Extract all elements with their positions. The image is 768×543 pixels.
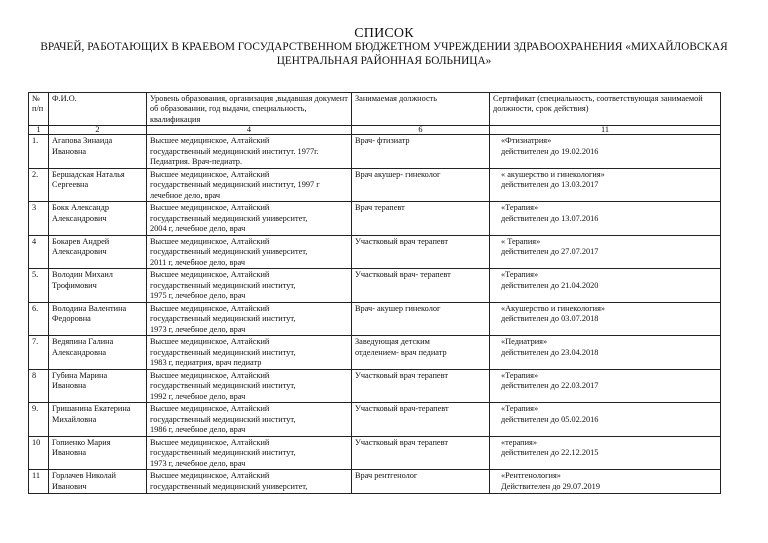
position-line: Участковый врач терапевт	[355, 236, 448, 246]
education-line: Высшее медицинское, Алтайский	[150, 404, 270, 414]
certificate-line: действителен до 05.02.2016	[501, 414, 599, 424]
education-line: 1973 г, лечебное дело, врач	[150, 458, 246, 468]
certificate-line: «Педиатрия»	[501, 337, 548, 347]
table-header-row	[29, 93, 721, 126]
education-line: 1975 г, лечебное дело, врач	[150, 291, 246, 301]
column-number-row	[29, 126, 721, 135]
education-line: 1983 г, педиатрия, врач педиатр	[150, 358, 262, 368]
cell-education	[147, 336, 352, 370]
table-row	[29, 436, 721, 470]
certificate-line: действителен до 03.07.2018	[501, 314, 599, 324]
header-position: Занимаемая должность	[352, 93, 490, 126]
name-line: Ивановна	[52, 448, 87, 458]
position-line: Участковый врач-терапевт	[355, 404, 449, 414]
education-line: государственный медицинский институт. 1977г.	[150, 146, 319, 156]
certificate-line: действителен до 22.12.2015	[501, 448, 599, 458]
cell-certificate	[490, 269, 721, 303]
position-line: Участковый врач- терапевт	[355, 270, 451, 280]
cell-name	[49, 470, 147, 494]
row-number: 4	[29, 235, 49, 269]
education-line: Высшее медицинское, Алтайский	[150, 236, 270, 246]
name-line: Александровна	[52, 347, 107, 357]
table-row	[29, 202, 721, 236]
cell-certificate	[490, 302, 721, 336]
row-number: 7.	[29, 336, 49, 370]
table-row	[29, 135, 721, 169]
certificate-line: «Терапия»	[501, 404, 539, 414]
education-line: Высшее медицинское, Алтайский	[150, 370, 270, 380]
cell-name	[49, 202, 147, 236]
cell-name	[49, 168, 147, 202]
cell-position	[352, 336, 490, 370]
certificate-line: действителен до 13.07.2016	[501, 213, 599, 223]
name-line: Бершадская Наталья	[52, 169, 125, 179]
name-line: Сергеевна	[52, 180, 89, 190]
name-line: Агапова Зинаида	[52, 136, 113, 146]
certificate-line: «Терапия»	[501, 270, 539, 280]
education-line: государственный медицинский университет,	[150, 247, 308, 257]
name-line: Гришанина Екатерина	[52, 404, 131, 414]
cell-education	[147, 202, 352, 236]
document-subtitle-line-2: ЦЕНТРАЛЬНАЯ РАЙОННАЯ БОЛЬНИЦА»	[276, 55, 492, 67]
table-row	[29, 168, 721, 202]
document-subtitle-line-1: ВРАЧЕЙ, РАБОТАЮЩИХ В КРАЕВОМ ГОСУДАРСТВЕННОМ БЮДЖЕТНОМ УЧРЕЖДЕНИИ ЗДРАВООХРАНЕНИЯ «МИХАЙЛОВСКАЯ	[40, 41, 728, 53]
name-line: Михайловна	[52, 414, 97, 424]
cell-position	[352, 470, 490, 494]
cell-certificate	[490, 369, 721, 403]
name-line: Александрович	[52, 247, 107, 257]
education-line: Высшее медицинское, Алтайский	[150, 437, 270, 447]
position-line: Врач- акушер гинеколог	[355, 303, 441, 313]
cell-position	[352, 302, 490, 336]
cell-position	[352, 235, 490, 269]
table-row	[29, 336, 721, 370]
row-number: 1.	[29, 135, 49, 169]
table-row	[29, 235, 721, 269]
doctors-table	[28, 92, 721, 494]
header-certificate: Сертификат (специальность, соответствующая занимаемой должности, срок действия)	[490, 93, 721, 126]
name-line: Федоровна	[52, 314, 91, 324]
position-line: Участковый врач терапевт	[355, 437, 448, 447]
certificate-line: действителен до 19.02.2016	[501, 146, 599, 156]
cell-position	[352, 403, 490, 437]
col-number: 1	[29, 126, 49, 135]
name-line: Александрович	[52, 213, 107, 223]
name-line: Гопиенко Мария	[52, 437, 111, 447]
name-line: Горлачев Николай	[52, 471, 116, 481]
position-line: Врач- фтизиатр	[355, 136, 410, 146]
cell-name	[49, 235, 147, 269]
cell-position	[352, 436, 490, 470]
certificate-line: действителен до 23.04.2018	[501, 347, 599, 357]
cell-position	[352, 202, 490, 236]
cell-certificate	[490, 403, 721, 437]
table-row	[29, 269, 721, 303]
name-line: Иванович	[52, 481, 87, 491]
cell-name	[49, 336, 147, 370]
row-number: 11	[29, 470, 49, 494]
certificate-line: действителен до 22.03.2017	[501, 381, 599, 391]
education-line: Высшее медицинское, Алтайский	[150, 203, 270, 213]
education-line: 1992 г, лечебное дело, врач	[150, 391, 246, 401]
cell-name	[49, 302, 147, 336]
cell-certificate	[490, 235, 721, 269]
education-line: Высшее медицинское, Алтайский	[150, 303, 270, 313]
cell-education	[147, 168, 352, 202]
header-name: Ф.И.О.	[49, 93, 147, 126]
cell-education	[147, 135, 352, 169]
row-number: 10	[29, 436, 49, 470]
cell-education	[147, 269, 352, 303]
position-line: Врач рентгенолог	[355, 471, 418, 481]
education-line: Высшее медицинское, Алтайский	[150, 337, 270, 347]
education-line: государственный медицинский институт, 1997 г	[150, 180, 320, 190]
table-row	[29, 403, 721, 437]
row-number: 5.	[29, 269, 49, 303]
cell-position	[352, 168, 490, 202]
name-line: Бокарев Андрей	[52, 236, 110, 246]
cell-name	[49, 369, 147, 403]
education-line: государственный медицинский институт,	[150, 280, 296, 290]
cell-education	[147, 436, 352, 470]
certificate-line: «Рентгенология»	[501, 471, 561, 481]
cell-certificate	[490, 202, 721, 236]
education-line: 2011 г, лечебное дело, врач	[150, 257, 246, 267]
row-number: 6.	[29, 302, 49, 336]
table-row	[29, 470, 721, 494]
cell-certificate	[490, 470, 721, 494]
name-line: Ивановна	[52, 146, 87, 156]
education-line: государственный медицинский институт,	[150, 314, 296, 324]
cell-education	[147, 235, 352, 269]
cell-certificate	[490, 336, 721, 370]
col-number: 6	[352, 126, 490, 135]
certificate-line: Действителен до 29.07.2019	[501, 481, 600, 491]
document-title: СПИСОК	[354, 26, 414, 41]
position-line: Участковый врач терапевт	[355, 370, 448, 380]
education-line: Высшее медицинское, Алтайский	[150, 471, 270, 481]
cell-education	[147, 470, 352, 494]
col-number: 2	[49, 126, 147, 135]
name-line: Ведяпина Галина	[52, 337, 114, 347]
position-line: Врач терапевт	[355, 203, 405, 213]
certificate-line: « акушерство и гинекология»	[501, 169, 605, 179]
education-line: 1986 г, лечебное дело, врач	[150, 425, 246, 435]
education-line: 2004 г, лечебное дело, врач	[150, 224, 246, 234]
col-number: 11	[490, 126, 721, 135]
education-line: Высшее медицинское, Алтайский	[150, 270, 270, 280]
certificate-line: « Терапия»	[501, 236, 541, 246]
education-line: государственный медицинский университет,	[150, 481, 308, 491]
cell-position	[352, 369, 490, 403]
row-number: 8	[29, 369, 49, 403]
name-line: Бокк Александр	[52, 203, 109, 213]
education-line: Педиатрия. Врач-педиатр.	[150, 157, 243, 167]
header-num: № п/п	[29, 93, 49, 126]
cell-name	[49, 436, 147, 470]
education-line: государственный медицинский институт,	[150, 347, 296, 357]
row-number: 2.	[29, 168, 49, 202]
cell-certificate	[490, 436, 721, 470]
education-line: государственный медицинский институт,	[150, 448, 296, 458]
col-number: 4	[147, 126, 352, 135]
certificate-line: действителен до 21.04.2020	[501, 280, 599, 290]
header-education: Уровень образования, организация ,выдавшая документ об образовании, год выдачи, специальность, квалификация	[147, 93, 352, 126]
cell-education	[147, 403, 352, 437]
cell-education	[147, 369, 352, 403]
cell-certificate	[490, 135, 721, 169]
name-line: Губина Марина	[52, 370, 108, 380]
name-line: Володин Михаил	[52, 270, 113, 280]
position-line: Врач акушер- гинеколог	[355, 169, 441, 179]
name-line: Трофимович	[52, 280, 97, 290]
cell-position	[352, 135, 490, 169]
education-line: Высшее медицинское, Алтайский	[150, 169, 270, 179]
cell-name	[49, 269, 147, 303]
education-line: государственный медицинский университет,	[150, 213, 308, 223]
education-line: государственный медицинский институт,	[150, 414, 296, 424]
table-row	[29, 302, 721, 336]
certificate-line: «Терапия»	[501, 203, 539, 213]
certificate-line: «Терапия»	[501, 370, 539, 380]
position-line: Заведующая детским	[355, 337, 430, 347]
education-line: 1973 г, лечебное дело, врач	[150, 324, 246, 334]
certificate-line: «Акушерство и гинекология»	[501, 303, 606, 313]
certificate-line: «Фтизиатрия»	[501, 136, 552, 146]
row-number: 9.	[29, 403, 49, 437]
name-line: Володина Валентина	[52, 303, 127, 313]
cell-name	[49, 135, 147, 169]
education-line: Высшее медицинское, Алтайский	[150, 136, 270, 146]
cell-certificate	[490, 168, 721, 202]
position-line: отделением- врач педиатр	[355, 347, 447, 357]
education-line: лечебное дело, врач	[150, 190, 221, 200]
name-line: Ивановна	[52, 381, 87, 391]
certificate-line: действителен до 13.03.2017	[501, 180, 599, 190]
certificate-line: «терапия»	[501, 437, 538, 447]
cell-name	[49, 403, 147, 437]
cell-position	[352, 269, 490, 303]
cell-education	[147, 302, 352, 336]
education-line: государственный медицинский институт,	[150, 381, 296, 391]
certificate-line: действителен до 27.07.2017	[501, 247, 599, 257]
row-number: 3	[29, 202, 49, 236]
table-row	[29, 369, 721, 403]
